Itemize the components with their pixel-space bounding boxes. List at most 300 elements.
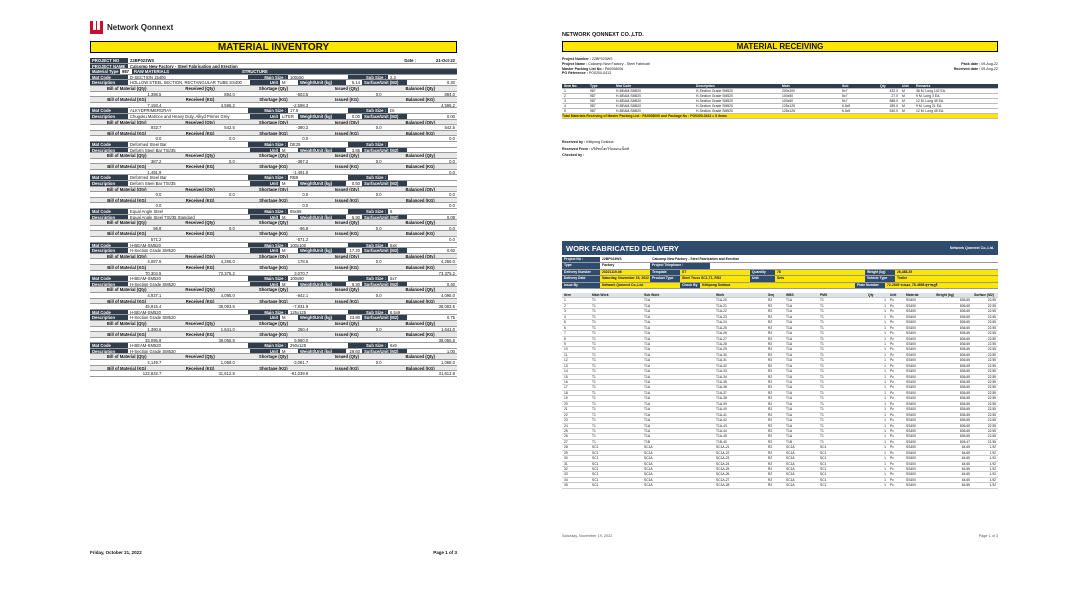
fabricated-cell: T1	[820, 352, 824, 357]
receiving-cell: 36 M. Long 142 EA.	[916, 89, 946, 93]
fabricated-cell: T1	[592, 309, 596, 314]
quantity-value	[310, 338, 383, 343]
quantity-header: Bill of Material (KG)	[107, 332, 147, 337]
fabricated-cell: T1A	[786, 418, 793, 423]
quantity-header: Shortage (KG)	[259, 97, 288, 102]
fabricated-cell: R2	[768, 352, 773, 357]
fabricated-cell: T1A	[644, 298, 651, 303]
fabricated-cell: T1	[592, 298, 596, 303]
fabricated-col-header: Main Work	[592, 293, 609, 297]
quantity-header: Received (KG)	[185, 332, 215, 337]
quantity-header: Shortage (Qty)	[258, 320, 289, 326]
fabricated-cell: 22.55	[987, 341, 996, 346]
wf-template: ST	[680, 270, 750, 275]
fabricated-cell: 64.65	[961, 456, 970, 461]
fabricated-cell: 1	[884, 445, 886, 450]
fabricated-cell: 32	[564, 467, 568, 471]
fabricated-cell: T1	[820, 369, 824, 374]
fabricated-cell: R2	[768, 428, 773, 433]
fabricated-cell: 836.65	[959, 423, 970, 428]
fabricated-cell: SS400	[906, 309, 916, 314]
fabricated-cell: T1A-44	[716, 428, 727, 433]
quantity-value: 4,595.2	[440, 102, 455, 108]
quantity-value	[163, 237, 236, 242]
fabricated-cell: SS400	[906, 341, 916, 346]
fabricated-cell: 34	[564, 477, 568, 482]
quantity-value: 178.5	[297, 259, 309, 264]
wf-delivery-date-label: Delivery Date	[562, 276, 600, 281]
fabricated-cell: 836.65	[959, 407, 970, 412]
weight-unit-label: Weight/Unit (kg)	[298, 315, 346, 320]
quantity-value	[163, 203, 236, 208]
quantity-header: Issued (Qty)	[334, 220, 359, 225]
quantity-header: Received (KG)	[185, 231, 215, 236]
receiving-meta	[562, 57, 998, 76]
fabricated-cell: T1A-34	[716, 374, 727, 379]
receiving-cell: H-BEAM-SM520	[616, 109, 642, 113]
quantity-header: Issued (KG)	[335, 197, 359, 203]
quantity-value: 387.2	[150, 158, 162, 164]
surface-unit	[407, 181, 457, 186]
receiving-company: NETWORK QONNEXT CO.,LTD.	[562, 32, 644, 38]
fabricated-cell: T1	[820, 331, 824, 336]
receiving-col-header: Unit	[902, 84, 909, 88]
fabricated-cell: 1	[884, 423, 886, 428]
fabricated-cell: 12	[564, 358, 568, 363]
fabricated-cell: R2	[768, 303, 773, 308]
fabricated-cell: T1A	[644, 314, 651, 319]
quantity-header: Bill of Material (Qty)	[106, 85, 147, 91]
receiving-cell: 987	[590, 104, 596, 108]
mat-code: H-BEAM-SM520	[130, 276, 161, 281]
receiving-cell: 5	[564, 109, 566, 113]
quantity-header: Issued (Qty)	[334, 354, 359, 360]
fabricated-cell: SC1A-22	[716, 450, 730, 455]
fabricated-cell: 836.65	[959, 309, 970, 314]
fabricated-cell: 1	[884, 363, 886, 368]
fabricated-cell: R2	[768, 331, 773, 336]
mat-code: D-SECTION 15400	[130, 74, 166, 80]
quantity-value: 1,398.5	[147, 91, 162, 97]
quantity-value: 38,083.5	[438, 304, 455, 309]
surface-unit-label: Surface/Unit (M2)	[362, 80, 407, 85]
main-size-label: Main Size :	[248, 343, 288, 348]
main-size-label: Main Size :	[248, 310, 288, 315]
fabricated-cell: Pc	[890, 314, 894, 319]
fabricated-title: WORK FABRICATED DELIVERY	[566, 243, 679, 253]
fabricated-cell: T1	[592, 336, 596, 341]
fabricated-cell: 1	[564, 298, 566, 303]
receiving-cell: M	[902, 99, 905, 103]
wf-type-label: Type	[562, 263, 600, 268]
fabricated-cell: R2	[768, 483, 773, 488]
unit-label: Unit	[250, 181, 280, 186]
fabricated-cell: SC1	[592, 477, 599, 482]
fabricated-cell: 1	[884, 472, 886, 477]
fabricated-cell: T1	[820, 363, 824, 368]
fabricated-cell: T1A-35	[716, 380, 727, 384]
fabricated-cell: T1A	[786, 380, 793, 384]
fabricated-cell: 1	[884, 390, 886, 395]
quantity-value: 0.0	[375, 225, 382, 231]
fabricated-cell: Pc	[890, 396, 894, 401]
fabricated-cell: 22.55	[987, 314, 996, 319]
fabricated-cell: 836.65	[959, 325, 970, 330]
fabricated-cell: T1A-27	[716, 336, 727, 341]
fabricated-cell: 1	[884, 369, 886, 374]
fabricated-cell: T1A	[786, 369, 793, 374]
mat-code-label: Mat Code	[90, 343, 128, 348]
description: H-Section Grade SM520	[130, 348, 176, 354]
quantity-value: 0.0	[449, 169, 455, 175]
wf-quantity-label: Quantity	[750, 270, 775, 275]
fabricated-cell: T1A	[786, 434, 793, 439]
fabricated-cell: 1	[884, 352, 886, 357]
wf-project-no-label: Project No :	[562, 257, 600, 262]
wf-issue-by: Network Qonnext Co.,Ltd.	[600, 283, 680, 288]
fabricated-cell: Pc	[890, 412, 894, 417]
fabricated-cell: R2	[768, 314, 773, 319]
fabricated-cell: SS400	[906, 331, 916, 336]
fabricated-cell: T1A	[786, 331, 793, 336]
fabricated-cell: T1	[820, 407, 824, 412]
quantity-value: 0.0	[449, 136, 455, 141]
sub-size: 6	[390, 209, 393, 214]
fabricated-cell: 23	[564, 418, 568, 423]
quantity-header: Bill of Material (KG)	[107, 130, 147, 136]
quantity-value: -503.5	[296, 91, 309, 97]
mat-code: ALKYDPRIMERGRAY	[130, 108, 172, 113]
description-label: Description	[90, 80, 128, 85]
inventory-title: MATERIAL INVENTORY	[90, 41, 457, 53]
main-size: 100x50	[290, 74, 304, 80]
fabricated-cell: SS400	[906, 467, 916, 471]
mat-code-label: Mat Code	[90, 310, 128, 315]
fabricated-col-header: Item	[564, 293, 571, 297]
fabricated-cell: 9	[564, 341, 566, 346]
fabricated-cell: 1	[884, 380, 886, 384]
fabricated-cell: 1	[884, 418, 886, 423]
fabricated-cell: T1A-42	[716, 418, 727, 423]
quantity-value: 1,641.0	[220, 326, 235, 332]
quantity-header: Shortage (KG)	[259, 130, 288, 136]
fabricated-cell: 33	[564, 472, 568, 477]
quantity-header: Issued (Qty)	[334, 153, 359, 158]
fabricated-cell: T1	[592, 380, 596, 384]
quantity-value: 0.0	[302, 136, 309, 141]
weight-unit: 0.50	[351, 181, 360, 186]
receiving-cell: 2	[564, 94, 566, 98]
quantity-value: -842.1	[296, 292, 309, 298]
fabricated-cell: 64.65	[961, 467, 970, 471]
fabricated-cell: T1A	[786, 341, 793, 346]
fabricated-cell: 836.65	[959, 390, 970, 395]
fabricated-cell: Pc	[890, 450, 894, 455]
receiving-cell: H-Section Grade SM520	[696, 109, 733, 113]
quantity-value: 0.0	[375, 125, 382, 130]
fabricated-company: Network Qonnext Co.,Ltd.	[949, 246, 994, 250]
quantity-value	[310, 371, 383, 376]
mat-code: Deformed Steel Bar	[130, 175, 167, 181]
fabricated-cell: 31	[564, 461, 568, 466]
quantity-value: 1,491.9	[147, 169, 162, 175]
fabricated-cell: T1	[592, 434, 596, 439]
receiving-cell: 12 M. Long 45 EA.	[916, 109, 945, 113]
weight-unit-label: Weight/Unit (kg)	[298, 282, 346, 287]
quantity-header: Issued (KG)	[335, 97, 359, 102]
fabricated-cell: SS400	[906, 380, 916, 384]
fabricated-table	[562, 293, 998, 489]
fabricated-cell: 14	[564, 369, 568, 374]
fabricated-cell: SS400	[906, 390, 916, 395]
wf-check-by: Kittipong Dokbua	[700, 283, 855, 288]
fabricated-cell: 836.65	[959, 434, 970, 439]
received-by-label: Received by :	[562, 140, 586, 144]
fabricated-cell: T1B	[786, 439, 793, 444]
sub-size: 6x8	[390, 242, 397, 248]
fabricated-cell: SC1A-21	[716, 445, 730, 450]
fabricated-cell: Pc	[890, 456, 894, 461]
sub-size-label: Sub Size :	[348, 75, 388, 80]
quantity-header: Balanced (KG)	[405, 197, 435, 203]
quantity-header: Received (KG)	[185, 130, 215, 136]
date-value: 21-Oct-22	[435, 58, 455, 63]
receiving-signoff	[562, 139, 629, 159]
fabricated-cell: 836.65	[959, 298, 970, 303]
fabricated-cell: T1A	[644, 347, 651, 352]
wf-issue-by-label: Issue By	[562, 283, 600, 288]
main-size-label: Main Size :	[248, 243, 288, 248]
fabricated-cell: 16	[564, 380, 568, 384]
fabricated-cell: 1.92	[989, 467, 996, 471]
receiving-cell: M	[902, 109, 905, 113]
fabricated-cell: T1A	[644, 352, 651, 357]
quantity-value: 932.7	[150, 125, 162, 130]
fabricated-cell: SS400	[906, 434, 916, 439]
fabricated-cell: SS400	[906, 314, 916, 319]
weight-unit-label: Weight/Unit (kg)	[298, 80, 346, 85]
fabricated-cell: 22.55	[987, 363, 996, 368]
fabricated-cell: 1	[884, 450, 886, 455]
material-type-label: Material Type	[92, 69, 119, 74]
wf-product-type-label: Product Type	[650, 276, 680, 281]
fabricated-cell: 826.47	[959, 439, 970, 444]
fabricated-cell: 1.92	[989, 450, 996, 455]
inventory-item	[90, 310, 457, 344]
main-size-label: Main Size :	[248, 142, 288, 147]
fabricated-cell: R2	[768, 369, 773, 374]
unit: M	[282, 80, 286, 85]
quantity-header: Bill of Material (Qty)	[106, 320, 147, 326]
fabricated-cell: T1A	[644, 325, 651, 330]
inventory-footer-date: Friday, October 21, 2022	[90, 550, 142, 555]
fabricated-cell: 21	[564, 407, 568, 412]
fabricated-cell: T1A	[786, 320, 793, 325]
fabricated-col-header: Qty	[868, 293, 874, 297]
fabricated-cell: T1A	[644, 390, 651, 395]
fabricated-cell: 1	[884, 461, 886, 466]
fabricated-cell: R2	[768, 358, 773, 363]
weight-unit-label: Weight/Unit (kg)	[298, 248, 346, 253]
inventory-footer	[90, 550, 457, 555]
fabricated-cell: T1	[820, 303, 824, 308]
fabricated-cell: SS400	[906, 401, 916, 406]
fabricated-cell: SS400	[906, 445, 916, 450]
fabricated-cell: T1A	[644, 396, 651, 401]
quantity-value: 31,612.8	[438, 371, 455, 376]
fabricated-cell: 836.65	[959, 401, 970, 406]
fabricated-cell: SS400	[906, 374, 916, 379]
fabricated-cell: T1	[592, 385, 596, 390]
fabricated-cell: SC1A	[786, 472, 795, 477]
quantity-value: 4,087.5	[147, 259, 162, 264]
quantity-header: Balanced (Qty)	[405, 287, 436, 292]
quantity-header: Issued (KG)	[335, 365, 359, 371]
fabricated-cell: SC1A	[786, 477, 795, 482]
fabricated-cell: Pc	[890, 363, 894, 368]
quantity-header: Issued (KG)	[335, 164, 359, 169]
fabricated-cell: T1A	[786, 412, 793, 417]
fabricated-cell: R2	[768, 456, 773, 461]
receiving-cell: 588.0	[889, 99, 898, 103]
fabricated-col-header: Weight (kg)	[936, 293, 954, 297]
fabricated-cell: 22.55	[987, 380, 996, 384]
fabricated-cell: SC1	[592, 456, 599, 461]
fabricated-cell: 25	[564, 428, 568, 433]
main-size: DE25	[290, 141, 301, 147]
fabricated-cell: SS400	[906, 412, 916, 417]
fabricated-cell: 836.65	[959, 320, 970, 325]
fabricated-cell: 17	[564, 385, 568, 390]
fabricated-cell: SC1	[820, 456, 827, 461]
fabricated-cell: 1	[884, 385, 886, 390]
fabricated-cell: SS400	[906, 369, 916, 374]
unit-label: Unit	[250, 80, 280, 85]
fabricated-cell: 35	[564, 483, 568, 488]
fabricated-cell: 1	[884, 298, 886, 303]
fabricated-cell: 836.65	[959, 418, 970, 423]
fabricated-cell: 21.98	[987, 439, 996, 444]
fabricated-cell: T1	[592, 341, 596, 346]
fabricated-cell: SS400	[906, 298, 916, 303]
fabricated-cell: 1.92	[989, 456, 996, 461]
unit-label: Unit	[250, 114, 280, 119]
fabricated-cell: SC1A	[644, 461, 653, 466]
fabricated-cell: SS400	[906, 336, 916, 341]
fabricated-cell: 22.55	[987, 434, 996, 439]
fabricated-cell: 30	[564, 456, 568, 461]
fabricated-cell: Pc	[890, 483, 894, 488]
fabricated-cell: 1.92	[989, 483, 996, 488]
fabricated-cell: 836.65	[959, 358, 970, 363]
quantity-value: 1,068.0	[440, 360, 455, 365]
po-reference: PO0200-0413	[588, 71, 612, 76]
wf-delivery-number: 20221119-06	[600, 270, 650, 275]
sub-size: 2.3	[390, 74, 396, 80]
fabricated-cell: T1A	[644, 385, 651, 390]
fabricated-cell: Pc	[890, 341, 894, 346]
quantity-value: 0.0	[449, 158, 455, 164]
fabricated-cell: T1A	[786, 336, 793, 341]
quantity-value: 4,266.0	[440, 259, 455, 264]
fabricated-cell: R2	[768, 347, 773, 352]
quantity-header: Received (KG)	[185, 365, 215, 371]
company-name: Network Qonnext	[107, 23, 174, 32]
quantity-header: Shortage (Qty)	[258, 119, 289, 125]
fabricated-cell: 22.55	[987, 390, 996, 395]
inventory-item	[90, 343, 457, 377]
receiving-cell: 987	[590, 99, 596, 103]
project-number: 22BP023WS	[591, 57, 613, 61]
fabricated-cell: R2	[768, 380, 773, 384]
sub-size-label: Sub Size :	[348, 276, 388, 281]
quantity-value: 39,055.8	[218, 337, 235, 343]
quantity-header: Balanced (KG)	[405, 332, 435, 337]
receiving-col-header: Qty	[880, 84, 886, 88]
fabricated-cell: 1	[884, 336, 886, 341]
fabricated-cell: T1A	[644, 380, 651, 384]
fabricated-cell: T1A-33	[716, 369, 727, 374]
quantity-header: Balanced (KG)	[405, 97, 435, 102]
weight-unit: 9.30	[351, 281, 360, 287]
description: HOLLOW STEEL SECTION, RECTANGULAR TUBE SS400	[130, 80, 242, 85]
rc-project-name: Calcomp New Factory - Steel Fabricati	[588, 61, 650, 66]
fabricated-cell: T1A	[786, 407, 793, 412]
quantity-header: Bill of Material (Qty)	[106, 119, 147, 125]
fabricated-cell: SS400	[906, 439, 916, 444]
wf-quantity: 78	[775, 270, 865, 275]
surface-unit: 0.60	[446, 248, 455, 253]
unit-label: Unit	[250, 215, 280, 220]
fabricated-cell: T1A-30	[716, 352, 727, 357]
fabricated-col-header: Sub Work	[644, 293, 660, 297]
quantity-header: Received (Qty)	[185, 320, 215, 326]
receiving-cell: 125x125	[782, 104, 796, 108]
main-size-label: Main Size :	[248, 108, 288, 113]
mat-code-label: Mat Code	[90, 75, 128, 80]
sub-size	[388, 175, 457, 180]
quantity-value: 45,915.4	[145, 304, 162, 309]
quantity-header: Bill of Material (Qty)	[106, 220, 147, 225]
quantity-header: Shortage (KG)	[259, 164, 288, 169]
quantity-value: 1,068.0	[220, 360, 235, 365]
fabricated-cell: T1	[820, 418, 824, 423]
quantity-header: Received (KG)	[185, 298, 215, 304]
quantity-header: Bill of Material (Qty)	[106, 153, 147, 158]
fabricated-cell: Pc	[890, 439, 894, 444]
fabricated-cell: T1	[820, 309, 824, 314]
fabricated-cell: T1A	[786, 347, 793, 352]
receiving-cell: 1	[564, 89, 566, 93]
receiving-title: MATERIAL RECEIVING	[562, 41, 998, 52]
quantity-header: Issued (KG)	[335, 298, 359, 304]
receiving-cell: 9 M. Long 21 EA.	[916, 104, 943, 108]
inventory-item	[90, 108, 457, 142]
fabricated-cell: 22.55	[987, 374, 996, 379]
quantity-value: 70,304.5	[145, 270, 162, 276]
fabricated-cell: 22.55	[987, 418, 996, 423]
fabricated-cell: T1A	[644, 363, 651, 368]
fabricated-cell: 1	[884, 303, 886, 308]
quantity-header: Balanced (Qty)	[405, 85, 436, 91]
quantity-value	[163, 170, 236, 175]
quantity-value: 122,832.7	[142, 371, 162, 376]
fabricated-cell: T1	[592, 369, 596, 374]
fabricated-cell: SC1	[592, 483, 599, 488]
fabricated-cell: T1	[820, 396, 824, 401]
sub-size-label: Sub Size :	[348, 343, 388, 348]
fabricated-cell: T1	[820, 401, 824, 406]
